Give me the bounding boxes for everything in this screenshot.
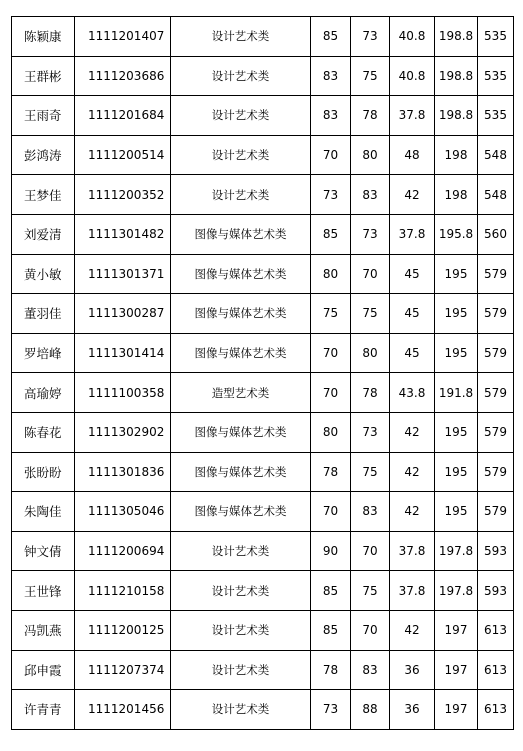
score-3-cell: 42 (390, 452, 435, 492)
category-cell: 设计艺术类 (171, 690, 311, 730)
score-1-cell: 83 (311, 56, 351, 96)
score-1-cell: 73 (311, 175, 351, 215)
table-row (12, 650, 514, 690)
rank-cell: 579 (478, 373, 514, 413)
rank-cell: 560 (478, 214, 514, 254)
name-cell: 彭鸿涛 (12, 135, 75, 175)
id-cell: 1111201684 (75, 96, 171, 136)
id-cell: 1111200352 (75, 175, 171, 215)
id-cell: 1111200694 (75, 531, 171, 571)
id-cell: 1111301414 (75, 333, 171, 373)
name-cell: 王世锋 (12, 571, 75, 611)
score-2-cell: 73 (351, 17, 390, 57)
score-3-cell: 37.8 (390, 571, 435, 611)
category-cell: 设计艺术类 (171, 175, 311, 215)
table-row (12, 373, 514, 413)
id-cell: 1111302902 (75, 412, 171, 452)
name-cell: 朱陶佳 (12, 492, 75, 532)
subtotal-cell: 195.8 (435, 214, 478, 254)
score-1-cell: 73 (311, 690, 351, 730)
category-cell: 设计艺术类 (171, 571, 311, 611)
table-row (12, 492, 514, 532)
subtotal-cell: 198.8 (435, 56, 478, 96)
score-2-cell: 70 (351, 254, 390, 294)
category-cell: 图像与媒体艺术类 (171, 333, 311, 373)
id-cell: 1111201407 (75, 17, 171, 57)
score-1-cell: 70 (311, 373, 351, 413)
score-2-cell: 83 (351, 175, 390, 215)
score-3-cell: 45 (390, 294, 435, 334)
score-2-cell: 75 (351, 294, 390, 334)
score-1-cell: 70 (311, 333, 351, 373)
rank-cell: 579 (478, 294, 514, 334)
score-3-cell: 43.8 (390, 373, 435, 413)
category-cell: 造型艺术类 (171, 373, 311, 413)
rank-cell: 613 (478, 610, 514, 650)
table-row (12, 610, 514, 650)
table-row (12, 96, 514, 136)
score-1-cell: 75 (311, 294, 351, 334)
rank-cell: 613 (478, 690, 514, 730)
subtotal-cell: 197 (435, 610, 478, 650)
score-1-cell: 80 (311, 254, 351, 294)
subtotal-cell: 195 (435, 452, 478, 492)
table-row (12, 294, 514, 334)
subtotal-cell: 198 (435, 175, 478, 215)
score-3-cell: 36 (390, 690, 435, 730)
table-row (12, 254, 514, 294)
id-cell: 1111305046 (75, 492, 171, 532)
table-row (12, 135, 514, 175)
rank-cell: 579 (478, 254, 514, 294)
category-cell: 图像与媒体艺术类 (171, 214, 311, 254)
id-cell: 1111200514 (75, 135, 171, 175)
score-1-cell: 83 (311, 96, 351, 136)
score-2-cell: 75 (351, 56, 390, 96)
score-3-cell: 45 (390, 254, 435, 294)
score-3-cell: 40.8 (390, 56, 435, 96)
score-1-cell: 85 (311, 214, 351, 254)
category-cell: 图像与媒体艺术类 (171, 412, 311, 452)
score-2-cell: 70 (351, 531, 390, 571)
category-cell: 设计艺术类 (171, 531, 311, 571)
category-cell: 设计艺术类 (171, 96, 311, 136)
name-cell: 高瑜婷 (12, 373, 75, 413)
score-2-cell: 88 (351, 690, 390, 730)
rank-cell: 613 (478, 650, 514, 690)
category-cell: 设计艺术类 (171, 56, 311, 96)
category-cell: 设计艺术类 (171, 135, 311, 175)
rank-cell: 579 (478, 412, 514, 452)
score-2-cell: 75 (351, 452, 390, 492)
id-cell: 1111301371 (75, 254, 171, 294)
table-row (12, 690, 514, 730)
score-3-cell: 45 (390, 333, 435, 373)
score-1-cell: 70 (311, 492, 351, 532)
table-row (12, 56, 514, 96)
subtotal-cell: 195 (435, 254, 478, 294)
table-row (12, 412, 514, 452)
name-cell: 邱申霞 (12, 650, 75, 690)
score-3-cell: 42 (390, 610, 435, 650)
score-1-cell: 78 (311, 650, 351, 690)
name-cell: 刘爱清 (12, 214, 75, 254)
table-row (12, 175, 514, 215)
table-row (12, 333, 514, 373)
rank-cell: 535 (478, 17, 514, 57)
name-cell: 陈颖康 (12, 17, 75, 57)
subtotal-cell: 195 (435, 412, 478, 452)
category-cell: 设计艺术类 (171, 17, 311, 57)
score-1-cell: 70 (311, 135, 351, 175)
rank-cell: 535 (478, 56, 514, 96)
name-cell: 董羽佳 (12, 294, 75, 334)
score-2-cell: 80 (351, 135, 390, 175)
score-2-cell: 73 (351, 214, 390, 254)
subtotal-cell: 198.8 (435, 96, 478, 136)
score-3-cell: 40.8 (390, 17, 435, 57)
score-3-cell: 42 (390, 412, 435, 452)
score-1-cell: 85 (311, 17, 351, 57)
rank-cell: 548 (478, 175, 514, 215)
table-row (12, 571, 514, 611)
name-cell: 许青青 (12, 690, 75, 730)
name-cell: 冯凯燕 (12, 610, 75, 650)
rank-cell: 535 (478, 96, 514, 136)
rank-cell: 593 (478, 571, 514, 611)
category-cell: 设计艺术类 (171, 610, 311, 650)
name-cell: 张盼盼 (12, 452, 75, 492)
subtotal-cell: 195 (435, 333, 478, 373)
score-3-cell: 37.8 (390, 96, 435, 136)
name-cell: 陈春花 (12, 412, 75, 452)
rank-cell: 579 (478, 333, 514, 373)
name-cell: 王梦佳 (12, 175, 75, 215)
name-cell: 王群彬 (12, 56, 75, 96)
score-2-cell: 80 (351, 333, 390, 373)
id-cell: 1111300287 (75, 294, 171, 334)
score-2-cell: 78 (351, 373, 390, 413)
score-3-cell: 37.8 (390, 214, 435, 254)
score-2-cell: 78 (351, 96, 390, 136)
subtotal-cell: 191.8 (435, 373, 478, 413)
score-1-cell: 78 (311, 452, 351, 492)
category-cell: 设计艺术类 (171, 650, 311, 690)
score-3-cell: 42 (390, 492, 435, 532)
rank-cell: 579 (478, 452, 514, 492)
id-cell: 1111100358 (75, 373, 171, 413)
score-1-cell: 90 (311, 531, 351, 571)
score-1-cell: 80 (311, 412, 351, 452)
score-2-cell: 75 (351, 571, 390, 611)
score-table (11, 16, 514, 730)
subtotal-cell: 195 (435, 294, 478, 334)
table-row (12, 452, 514, 492)
rank-cell: 593 (478, 531, 514, 571)
score-table-body (12, 17, 514, 730)
table-row (12, 17, 514, 57)
score-2-cell: 83 (351, 492, 390, 532)
id-cell: 1111301836 (75, 452, 171, 492)
id-cell: 1111301482 (75, 214, 171, 254)
score-2-cell: 83 (351, 650, 390, 690)
table-row (12, 531, 514, 571)
category-cell: 图像与媒体艺术类 (171, 254, 311, 294)
score-3-cell: 48 (390, 135, 435, 175)
subtotal-cell: 197.8 (435, 571, 478, 611)
score-3-cell: 37.8 (390, 531, 435, 571)
score-1-cell: 85 (311, 610, 351, 650)
score-1-cell: 85 (311, 571, 351, 611)
subtotal-cell: 198 (435, 135, 478, 175)
name-cell: 钟文倩 (12, 531, 75, 571)
category-cell: 图像与媒体艺术类 (171, 492, 311, 532)
rank-cell: 579 (478, 492, 514, 532)
table-row (12, 214, 514, 254)
category-cell: 图像与媒体艺术类 (171, 294, 311, 334)
rank-cell: 548 (478, 135, 514, 175)
name-cell: 罗培峰 (12, 333, 75, 373)
score-2-cell: 73 (351, 412, 390, 452)
id-cell: 1111210158 (75, 571, 171, 611)
subtotal-cell: 198.8 (435, 17, 478, 57)
subtotal-cell: 197 (435, 690, 478, 730)
subtotal-cell: 197 (435, 650, 478, 690)
id-cell: 1111201456 (75, 690, 171, 730)
score-3-cell: 42 (390, 175, 435, 215)
id-cell: 1111207374 (75, 650, 171, 690)
category-cell: 图像与媒体艺术类 (171, 452, 311, 492)
subtotal-cell: 197.8 (435, 531, 478, 571)
name-cell: 黄小敏 (12, 254, 75, 294)
id-cell: 1111200125 (75, 610, 171, 650)
score-2-cell: 70 (351, 610, 390, 650)
name-cell: 王雨奇 (12, 96, 75, 136)
subtotal-cell: 195 (435, 492, 478, 532)
score-3-cell: 36 (390, 650, 435, 690)
id-cell: 1111203686 (75, 56, 171, 96)
